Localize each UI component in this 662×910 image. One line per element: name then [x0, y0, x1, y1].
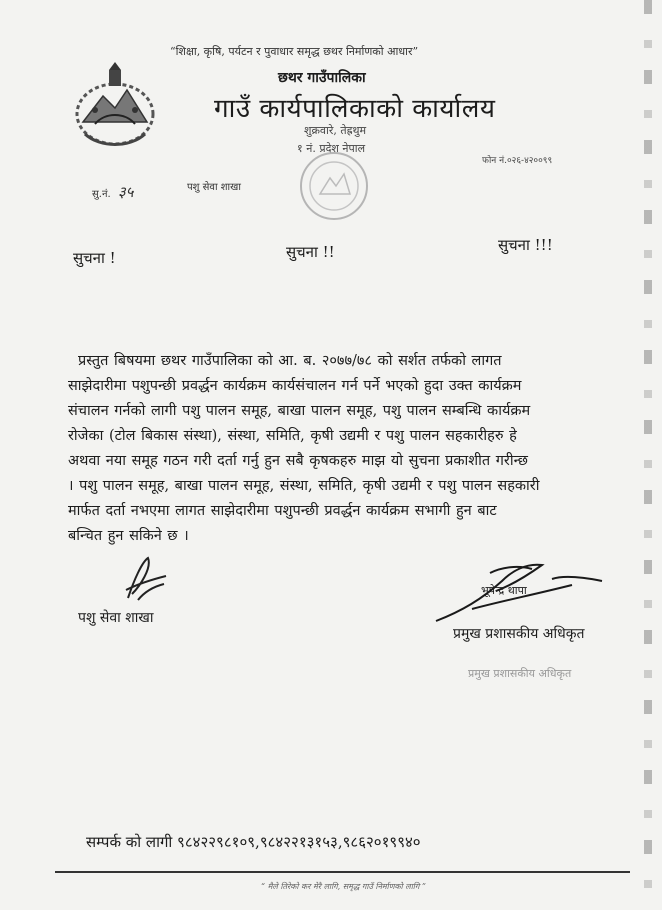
body-line-6: । पशु पालन समूह, बाखा पालन समूह, संस्था, समिति, कृषी उद्यमी र पशु पालन सहकारी	[68, 478, 540, 494]
notice-heading-3: सुचना !!!	[498, 236, 553, 254]
left-signature	[118, 550, 174, 606]
contact-numbers: सम्पर्क को लागी ९८४२२९८१०९,९८४२२१३१५३,९८६२०१९९४०	[86, 833, 421, 851]
reference-label: सु.नं.	[92, 189, 111, 200]
officer-name: भूपेन्द्र थापा	[481, 584, 527, 597]
body-line-2: साझेदारीमा पशुपन्छी प्रवर्द्धन कार्यक्रम कार्यसंचालन गर्न पर्ने भएको हुदा उक्त कार्यक्रम	[68, 378, 522, 394]
office-seal-stamp	[298, 150, 370, 222]
officer-stamp-text: प्रमुख प्रशासकीय अधिकृत	[468, 667, 572, 680]
body-line-7: मार्फत दर्ता नभएमा लागत साझेदारीमा पशुपन्छी प्रवर्द्धन कार्यक्रम सभागी हुन बाट	[68, 503, 497, 519]
body-line-3: संचालन गर्नको लागी पशु पालन समूह, बाखा पालन समूह, पशु पालन सम्बन्धि कार्यक्रम	[68, 403, 531, 419]
address-line-1: शुक्रवारे, तेह्रथुम	[304, 124, 367, 137]
body-line-1: प्रस्तुत बिषयमा छथर गाउँपालिका को आ. ब. २०७७/७८ को सर्शत तर्फको लागत	[78, 353, 502, 369]
nepal-emblem-logo	[65, 62, 165, 152]
footer-divider	[55, 871, 630, 873]
reference-value: ३५	[117, 183, 134, 201]
office-title: गाउँ कार्यपालिकाको कार्यालय	[214, 94, 496, 124]
reference-number	[92, 182, 133, 202]
palika-name: छथर गाउँपालिका	[278, 70, 366, 86]
body-line-5: अथवा नया समूह गठन गरी दर्ता गर्नु हुन सबै कृषकहरु माझ यो सुचना प्रकाशीत गरीन्छ	[68, 453, 528, 469]
branch-name: पशु सेवा शाखा	[187, 182, 241, 193]
body-line-4: रोजेका (टोल बिकास संस्था), संस्था, समिति, कृषी उद्यमी र पशु पालन सहकारीहरु हे	[68, 428, 517, 444]
motto-text: “शिक्षा, कृषि, पर्यटन र पुवाधार समृद्ध छथर निर्माणको आधार”	[170, 45, 419, 58]
address-line-2: १ नं. प्रदेश नेपाल	[297, 142, 366, 155]
phone-number: फोन नं.०२६-४२००९९	[482, 156, 553, 166]
footer-slogan: “ मैले तिरेको कर मेरै लागि, समृद्ध गाउँ निर्माणको लागि ”	[261, 882, 427, 891]
officer-title: प्रमुख प्रशासकीय अधिकृत	[453, 626, 585, 642]
scan-edge-shadow	[644, 0, 652, 910]
notice-heading-2: सुचना !!	[286, 243, 335, 261]
notice-heading-1: सुचना !	[73, 249, 116, 267]
body-line-8: बन्चित हुन सकिने छ ।	[68, 528, 189, 544]
left-signature-label: पशु सेवा शाखा	[78, 610, 154, 626]
